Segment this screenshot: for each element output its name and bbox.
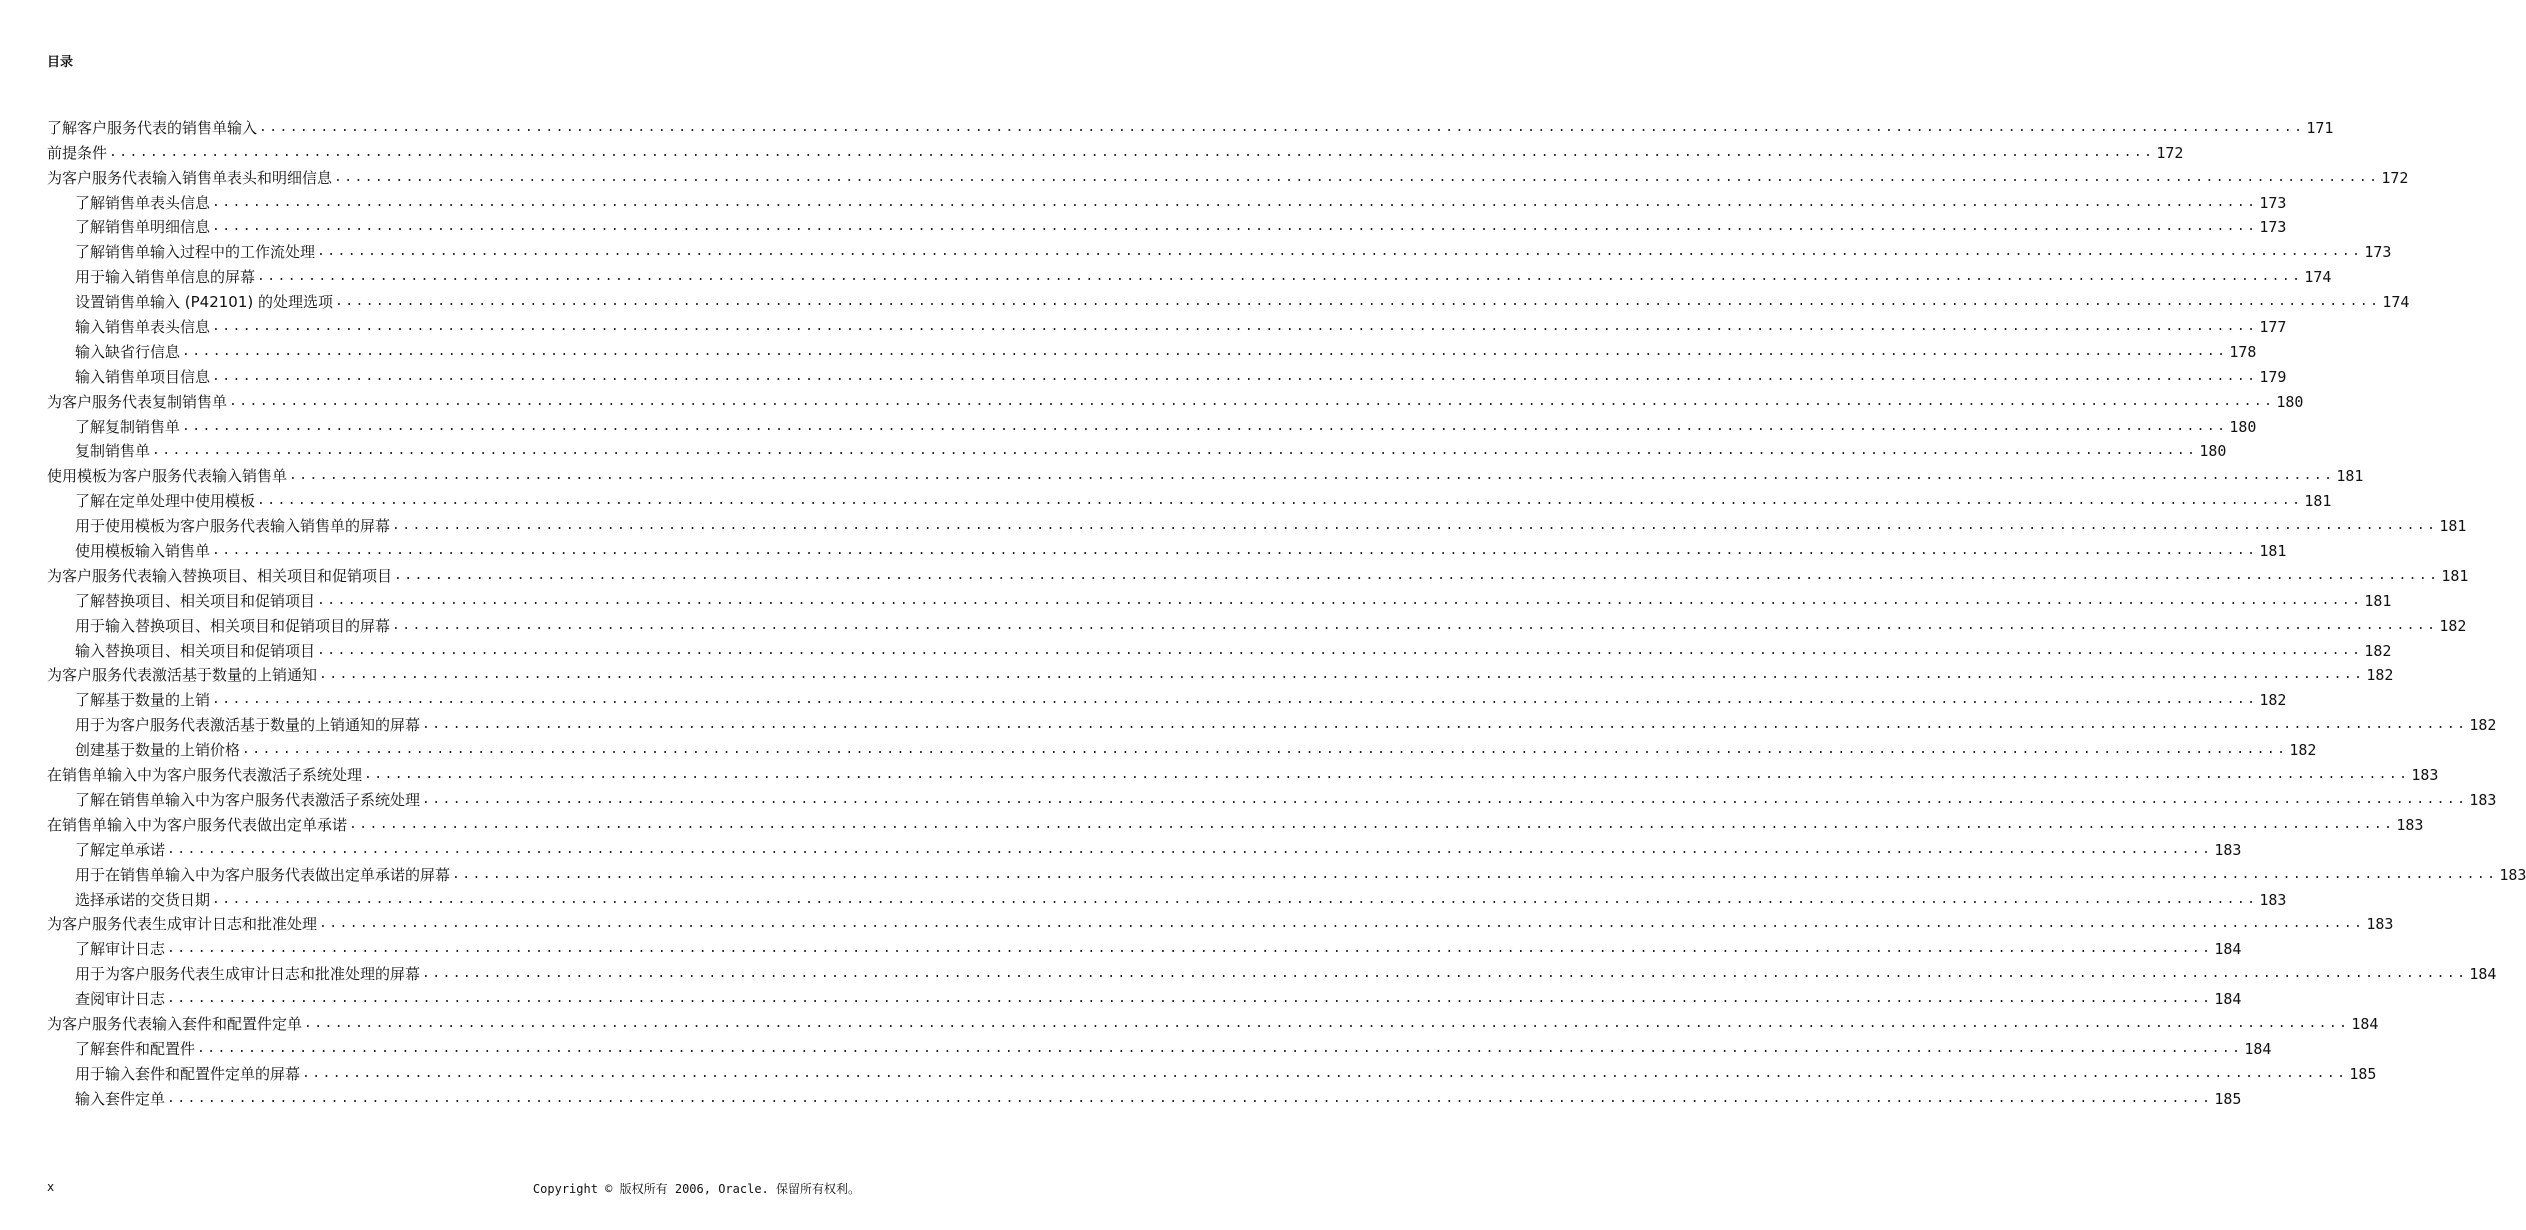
toc-entry-page-number[interactable]: 182 [2366, 666, 2394, 685]
toc-entry[interactable] [47, 138, 2184, 163]
toc-entry[interactable] [47, 188, 2287, 213]
toc-entry-page-number[interactable]: 178 [2229, 342, 2257, 361]
toc-entry[interactable] [47, 387, 2304, 412]
toc-dot-leader: ........................................................................................................................................................................................................ [289, 468, 2335, 484]
toc-entry-title[interactable]: 了解销售单表头信息 [75, 193, 211, 212]
toc-entry-page-number[interactable]: 183 [2366, 915, 2394, 934]
toc-entry-title[interactable]: 复制销售单 [75, 442, 151, 461]
toc-entry[interactable] [47, 213, 2287, 238]
toc-entry-title[interactable]: 为客户服务代表复制销售单 [47, 392, 228, 411]
toc-entry[interactable] [47, 1059, 2377, 1084]
toc-dot-leader: ........................................................................................................................................................................................................ [212, 543, 2258, 559]
toc-entry-title[interactable]: 为客户服务代表输入套件和配置件定单 [47, 1014, 303, 1033]
toc-entry-page-number[interactable]: 181 [2336, 467, 2364, 486]
toc-entry-page-number[interactable]: 181 [2304, 492, 2332, 511]
toc-entry[interactable] [47, 511, 2467, 536]
toc-dot-leader: ........................................................................................................................................................................................................ [212, 319, 2258, 335]
toc-entry-page-number[interactable]: 185 [2349, 1064, 2377, 1083]
toc-dot-leader: ........................................................................................................................................................................................................ [452, 866, 2498, 882]
page-header-title: 目录 [47, 55, 74, 70]
toc-entry[interactable] [47, 1034, 2272, 1059]
toc-dot-leader: ........................................................................................................................................................................................................ [422, 791, 2468, 807]
toc-entry-title[interactable]: 了解基于数量的上销 [75, 691, 211, 710]
toc-entry-title[interactable]: 输入销售单项目信息 [75, 367, 211, 386]
toc-entry-page-number[interactable]: 173 [2364, 243, 2392, 262]
toc-entry-page-number[interactable]: 182 [2259, 691, 2287, 710]
toc-entry[interactable] [47, 412, 2257, 437]
toc-entry-title[interactable]: 在销售单输入中为客户服务代表做出定单承诺 [47, 815, 348, 834]
toc-dot-leader: ........................................................................................................................................................................................................ [317, 244, 2363, 260]
toc-entry-title[interactable]: 输入替换项目、相关项目和促销项目 [75, 641, 316, 660]
toc-entry-title[interactable]: 用于输入套件和配置件定单的屏幕 [75, 1064, 301, 1083]
toc-entry-title[interactable]: 了解在销售单输入中为客户服务代表激活子系统处理 [75, 790, 421, 809]
toc-entry[interactable] [47, 561, 2469, 586]
toc-entry-page-number[interactable]: 181 [2441, 566, 2469, 585]
toc-dot-leader: ........................................................................................................................................................................................................ [212, 219, 2258, 235]
toc-entry-title[interactable]: 了解客户服务代表的销售单输入 [47, 118, 258, 137]
toc-entry-title[interactable]: 在销售单输入中为客户服务代表激活子系统处理 [47, 766, 363, 785]
toc-entry-title[interactable]: 前提条件 [47, 143, 108, 162]
toc-entry-page-number[interactable]: 184 [2351, 1014, 2379, 1033]
toc-entry-title[interactable]: 输入套件定单 [75, 1089, 166, 1108]
toc-entry-page-number[interactable]: 184 [2469, 965, 2497, 984]
toc-entry[interactable] [47, 287, 2410, 312]
toc-entry-page-number[interactable]: 182 [2364, 641, 2392, 660]
toc-entry-title[interactable]: 用于为客户服务代表激活基于数量的上销通知的屏幕 [75, 716, 421, 735]
toc-entry-title[interactable]: 为客户服务代表输入销售单表头和明细信息 [47, 168, 333, 187]
toc-entry[interactable] [47, 362, 2287, 387]
toc-entry[interactable] [47, 1084, 2242, 1109]
toc-entry-title[interactable]: 用于输入替换项目、相关项目和促销项目的屏幕 [75, 616, 391, 635]
toc-dot-leader: ........................................................................................................................................................................................................ [152, 443, 2198, 459]
toc-entry-title[interactable]: 为客户服务代表输入替换项目、相关项目和促销项目 [47, 566, 393, 585]
toc-dot-leader: ........................................................................................................................................................................................................ [109, 144, 2155, 160]
toc-entry[interactable] [47, 237, 2392, 262]
toc-entry[interactable] [47, 486, 2332, 511]
toc-entry-title[interactable]: 了解定单承诺 [75, 840, 166, 859]
toc-entry-title[interactable]: 选择承诺的交货日期 [75, 890, 211, 909]
toc-entry-title[interactable]: 用于输入销售单信息的屏幕 [75, 268, 256, 287]
toc-entry[interactable] [47, 461, 2364, 486]
toc-entry-title[interactable]: 用于在销售单输入中为客户服务代表做出定单承诺的屏幕 [75, 865, 451, 884]
toc-entry-page-number[interactable]: 183 [2499, 865, 2526, 884]
toc-entry-title[interactable]: 了解在定单处理中使用模板 [75, 492, 256, 511]
toc-dot-leader: ........................................................................................................................................................................................................ [317, 642, 2363, 658]
toc-dot-leader: ........................................................................................................................................................................................................ [302, 1065, 2348, 1081]
toc-entry-page-number[interactable]: 180 [2229, 417, 2257, 436]
toc-dot-leader: ........................................................................................................................................................................................................ [422, 717, 2468, 733]
toc-entry-page-number[interactable]: 182 [2469, 716, 2497, 735]
toc-entry-page-number[interactable]: 171 [2306, 118, 2334, 137]
toc-entry-page-number[interactable]: 182 [2439, 616, 2467, 635]
toc-entry[interactable] [47, 536, 2287, 561]
toc-entry-title[interactable]: 用于为客户服务代表生成审计日志和批准处理的屏幕 [75, 965, 421, 984]
toc-entry-title[interactable]: 了解销售单输入过程中的工作流处理 [75, 243, 316, 262]
toc-entry[interactable] [47, 163, 2409, 188]
toc-entry-title[interactable]: 为客户服务代表生成审计日志和批准处理 [47, 915, 318, 934]
toc-entry[interactable] [47, 959, 2497, 984]
page-number: x [47, 1180, 55, 1194]
toc-dot-leader: ........................................................................................................................................................................................................ [229, 393, 2275, 409]
toc-entry-title[interactable]: 了解替换项目、相关项目和促销项目 [75, 591, 316, 610]
toc-entry-page-number[interactable]: 180 [2199, 442, 2227, 461]
toc-dot-leader: ........................................................................................................................................................................................................ [167, 991, 2213, 1007]
toc-dot-leader: ........................................................................................................................................................................................................ [422, 966, 2468, 982]
toc-entry[interactable] [47, 437, 2227, 462]
toc-entry-title[interactable]: 为客户服务代表激活基于数量的上销通知 [47, 666, 318, 685]
toc-entry-page-number[interactable]: 172 [2156, 143, 2184, 162]
toc-entry-page-number[interactable]: 182 [2289, 741, 2317, 760]
toc-dot-leader: ........................................................................................................................................................................................................ [257, 493, 2303, 509]
toc-dot-leader: ........................................................................................................................................................................................................ [392, 617, 2438, 633]
toc-entry[interactable] [47, 661, 2394, 686]
toc-entry-title[interactable]: 使用模板输入销售单 [75, 542, 211, 561]
toc-entry-page-number[interactable]: 179 [2259, 367, 2287, 386]
table-of-contents [47, 113, 2526, 1109]
toc-dot-leader: ........................................................................................................................................................................................................ [167, 941, 2213, 957]
toc-dot-leader: ........................................................................................................................................................................................................ [212, 368, 2258, 384]
toc-dot-leader: ........................................................................................................................................................................................................ [334, 169, 2380, 185]
toc-entry[interactable] [47, 885, 2287, 910]
toc-entry-page-number[interactable]: 183 [2396, 815, 2424, 834]
toc-entry[interactable] [47, 113, 2334, 138]
toc-entry[interactable] [47, 810, 2424, 835]
toc-dot-leader: ........................................................................................................................................................................................................ [394, 567, 2440, 583]
toc-entry-title[interactable]: 了解审计日志 [75, 940, 166, 959]
toc-entry[interactable] [47, 611, 2467, 636]
toc-entry-page-number[interactable]: 181 [2439, 517, 2467, 536]
toc-dot-leader: ........................................................................................................................................................................................................ [392, 518, 2438, 534]
toc-entry-title[interactable]: 用于使用模板为客户服务代表输入销售单的屏幕 [75, 517, 391, 536]
toc-entry-page-number[interactable]: 181 [2364, 591, 2392, 610]
toc-dot-leader: ........................................................................................................................................................................................................ [182, 343, 2228, 359]
toc-entry-page-number[interactable]: 177 [2259, 318, 2287, 337]
toc-dot-leader: ........................................................................................................................................................................................................ [212, 692, 2258, 708]
toc-dot-leader: ........................................................................................................................................................................................................ [167, 1090, 2213, 1106]
toc-entry-page-number[interactable]: 183 [2259, 890, 2287, 909]
toc-entry-page-number[interactable]: 172 [2381, 168, 2409, 187]
toc-entry-page-number[interactable]: 180 [2276, 392, 2304, 411]
toc-entry-page-number[interactable]: 184 [2214, 940, 2242, 959]
toc-dot-leader: ........................................................................................................................................................................................................ [182, 418, 2228, 434]
toc-entry-title[interactable]: 查阅审计日志 [75, 990, 166, 1009]
toc-dot-leader: ........................................................................................................................................................................................................ [319, 667, 2365, 683]
toc-entry-page-number[interactable]: 174 [2382, 293, 2410, 312]
toc-entry[interactable] [47, 337, 2257, 362]
toc-entry-page-number[interactable]: 184 [2244, 1039, 2272, 1058]
toc-dot-leader: ........................................................................................................................................................................................................ [197, 1040, 2243, 1056]
toc-entry-title[interactable]: 输入销售单表头信息 [75, 318, 211, 337]
toc-entry[interactable] [47, 636, 2392, 661]
toc-entry[interactable] [47, 735, 2317, 760]
toc-entry-page-number[interactable]: 185 [2214, 1089, 2242, 1108]
toc-entry[interactable] [47, 835, 2242, 860]
toc-dot-leader: ........................................................................................................................................................................................................ [364, 767, 2410, 783]
toc-dot-leader: ........................................................................................................................................................................................................ [335, 294, 2381, 310]
toc-dot-leader: ........................................................................................................................................................................................................ [304, 1015, 2350, 1031]
toc-dot-leader: ........................................................................................................................................................................................................ [212, 194, 2258, 210]
toc-entry-title[interactable]: 了解销售单明细信息 [75, 218, 211, 237]
toc-dot-leader: ........................................................................................................................................................................................................ [242, 742, 2288, 758]
toc-entry-page-number[interactable]: 173 [2259, 193, 2287, 212]
toc-entry-page-number[interactable]: 181 [2259, 542, 2287, 561]
toc-entry-page-number[interactable]: 184 [2214, 990, 2242, 1009]
toc-entry[interactable] [47, 934, 2242, 959]
toc-dot-leader: ........................................................................................................................................................................................................ [317, 592, 2363, 608]
toc-dot-leader: ........................................................................................................................................................................................................ [212, 891, 2258, 907]
toc-entry-title[interactable]: 了解套件和配置件 [75, 1039, 196, 1058]
toc-entry-title[interactable]: 输入缺省行信息 [75, 342, 181, 361]
toc-entry-page-number[interactable]: 183 [2214, 840, 2242, 859]
toc-entry[interactable] [47, 710, 2497, 735]
copyright-notice: Copyright © 版权所有 2006, Oracle. 保留所有权利。 [532, 1182, 860, 1196]
toc-entry[interactable] [47, 984, 2242, 1009]
toc-entry[interactable] [47, 586, 2392, 611]
toc-entry[interactable] [47, 312, 2287, 337]
toc-entry-title[interactable]: 创建基于数量的上销价格 [75, 741, 241, 760]
toc-entry-page-number[interactable]: 174 [2304, 268, 2332, 287]
toc-entry[interactable] [47, 860, 2526, 885]
toc-dot-leader: ........................................................................................................................................................................................................ [167, 841, 2213, 857]
toc-entry-page-number[interactable]: 173 [2259, 218, 2287, 237]
toc-dot-leader: ........................................................................................................................................................................................................ [349, 816, 2395, 832]
toc-dot-leader: ........................................................................................................................................................................................................ [259, 119, 2305, 135]
toc-entry-title[interactable]: 使用模板为客户服务代表输入销售单 [47, 467, 288, 486]
toc-entry[interactable] [47, 760, 2439, 785]
toc-entry-title[interactable]: 了解复制销售单 [75, 417, 181, 436]
toc-entry[interactable] [47, 1009, 2379, 1034]
toc-dot-leader: ........................................................................................................................................................................................................ [319, 916, 2365, 932]
toc-dot-leader: ........................................................................................................................................................................................................ [257, 269, 2303, 285]
toc-entry[interactable] [47, 785, 2497, 810]
toc-entry[interactable] [47, 685, 2287, 710]
toc-entry-page-number[interactable]: 183 [2469, 790, 2497, 809]
toc-entry[interactable] [47, 262, 2332, 287]
toc-entry-page-number[interactable]: 183 [2411, 766, 2439, 785]
toc-entry-title[interactable]: 设置销售单输入 (P42101) 的处理选项 [75, 293, 334, 312]
toc-entry[interactable] [47, 910, 2394, 935]
